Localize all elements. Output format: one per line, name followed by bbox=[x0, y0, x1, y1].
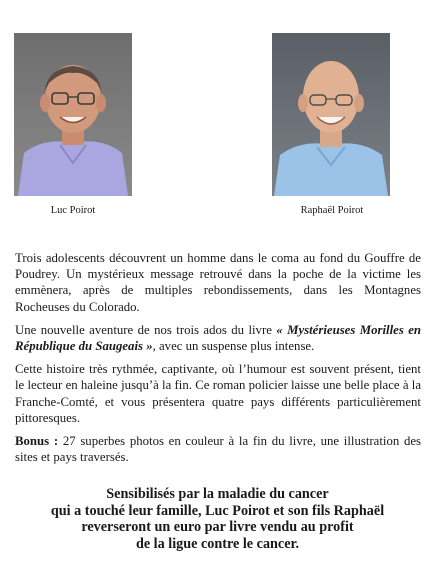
author-name-luc: Luc Poirot bbox=[50, 205, 96, 216]
paragraph-story: Cette histoire très rythmée, captivante, où l’humour est souvent présent, tient le lecteur en haleine jusqu’à la fin. Ce roman policier laisse une belle place à la Franche-Comté, et vous présentera quatre pays différents particulièrement pittoresques. bbox=[15, 362, 421, 425]
paragraph-previous-book-intro: Une nouvelle aventure de nos trois ados du livre bbox=[15, 322, 277, 337]
author-name-raphael: Raphaël Poirot bbox=[300, 205, 364, 216]
author-photo-luc bbox=[14, 33, 132, 196]
bonus-label: Bonus : bbox=[15, 434, 59, 449]
charity-line-4: de la ligue contre le cancer. bbox=[135, 535, 300, 552]
bonus-text: 27 superbes photos en couleur à la fin du livre, une illustration des sites et pays traversés. bbox=[15, 434, 422, 465]
charity-line-1: Sensibilisés par la maladie du cancer bbox=[106, 486, 329, 502]
author-photo-raphael bbox=[272, 33, 390, 196]
paragraph-previous-book-end: , avec un suspense plus intense. bbox=[152, 339, 315, 354]
paragraph-previous-book bbox=[15, 322, 421, 354]
paragraph-bonus bbox=[15, 433, 421, 465]
charity-line-2: qui a touché leur famille, Luc Poirot et son fils Raphaël bbox=[50, 502, 385, 519]
charity-line-3: reverseront un euro par livre vendu au profit bbox=[81, 519, 354, 535]
paragraph-summary: Trois adolescents découvrent un homme dans le coma au fond du Gouffre de Poudrey. Un mystérieux message retrouvé dans la poche de la victime les emmènera, après de multiples rebondissements, dans les Montagnes Rocheuses du Colorado. bbox=[15, 251, 421, 314]
previous-book-title: « Mystérieuses Morilles en République du Saugeais » bbox=[15, 322, 422, 354]
charity-statement bbox=[0, 486, 435, 552]
description bbox=[15, 250, 421, 472]
